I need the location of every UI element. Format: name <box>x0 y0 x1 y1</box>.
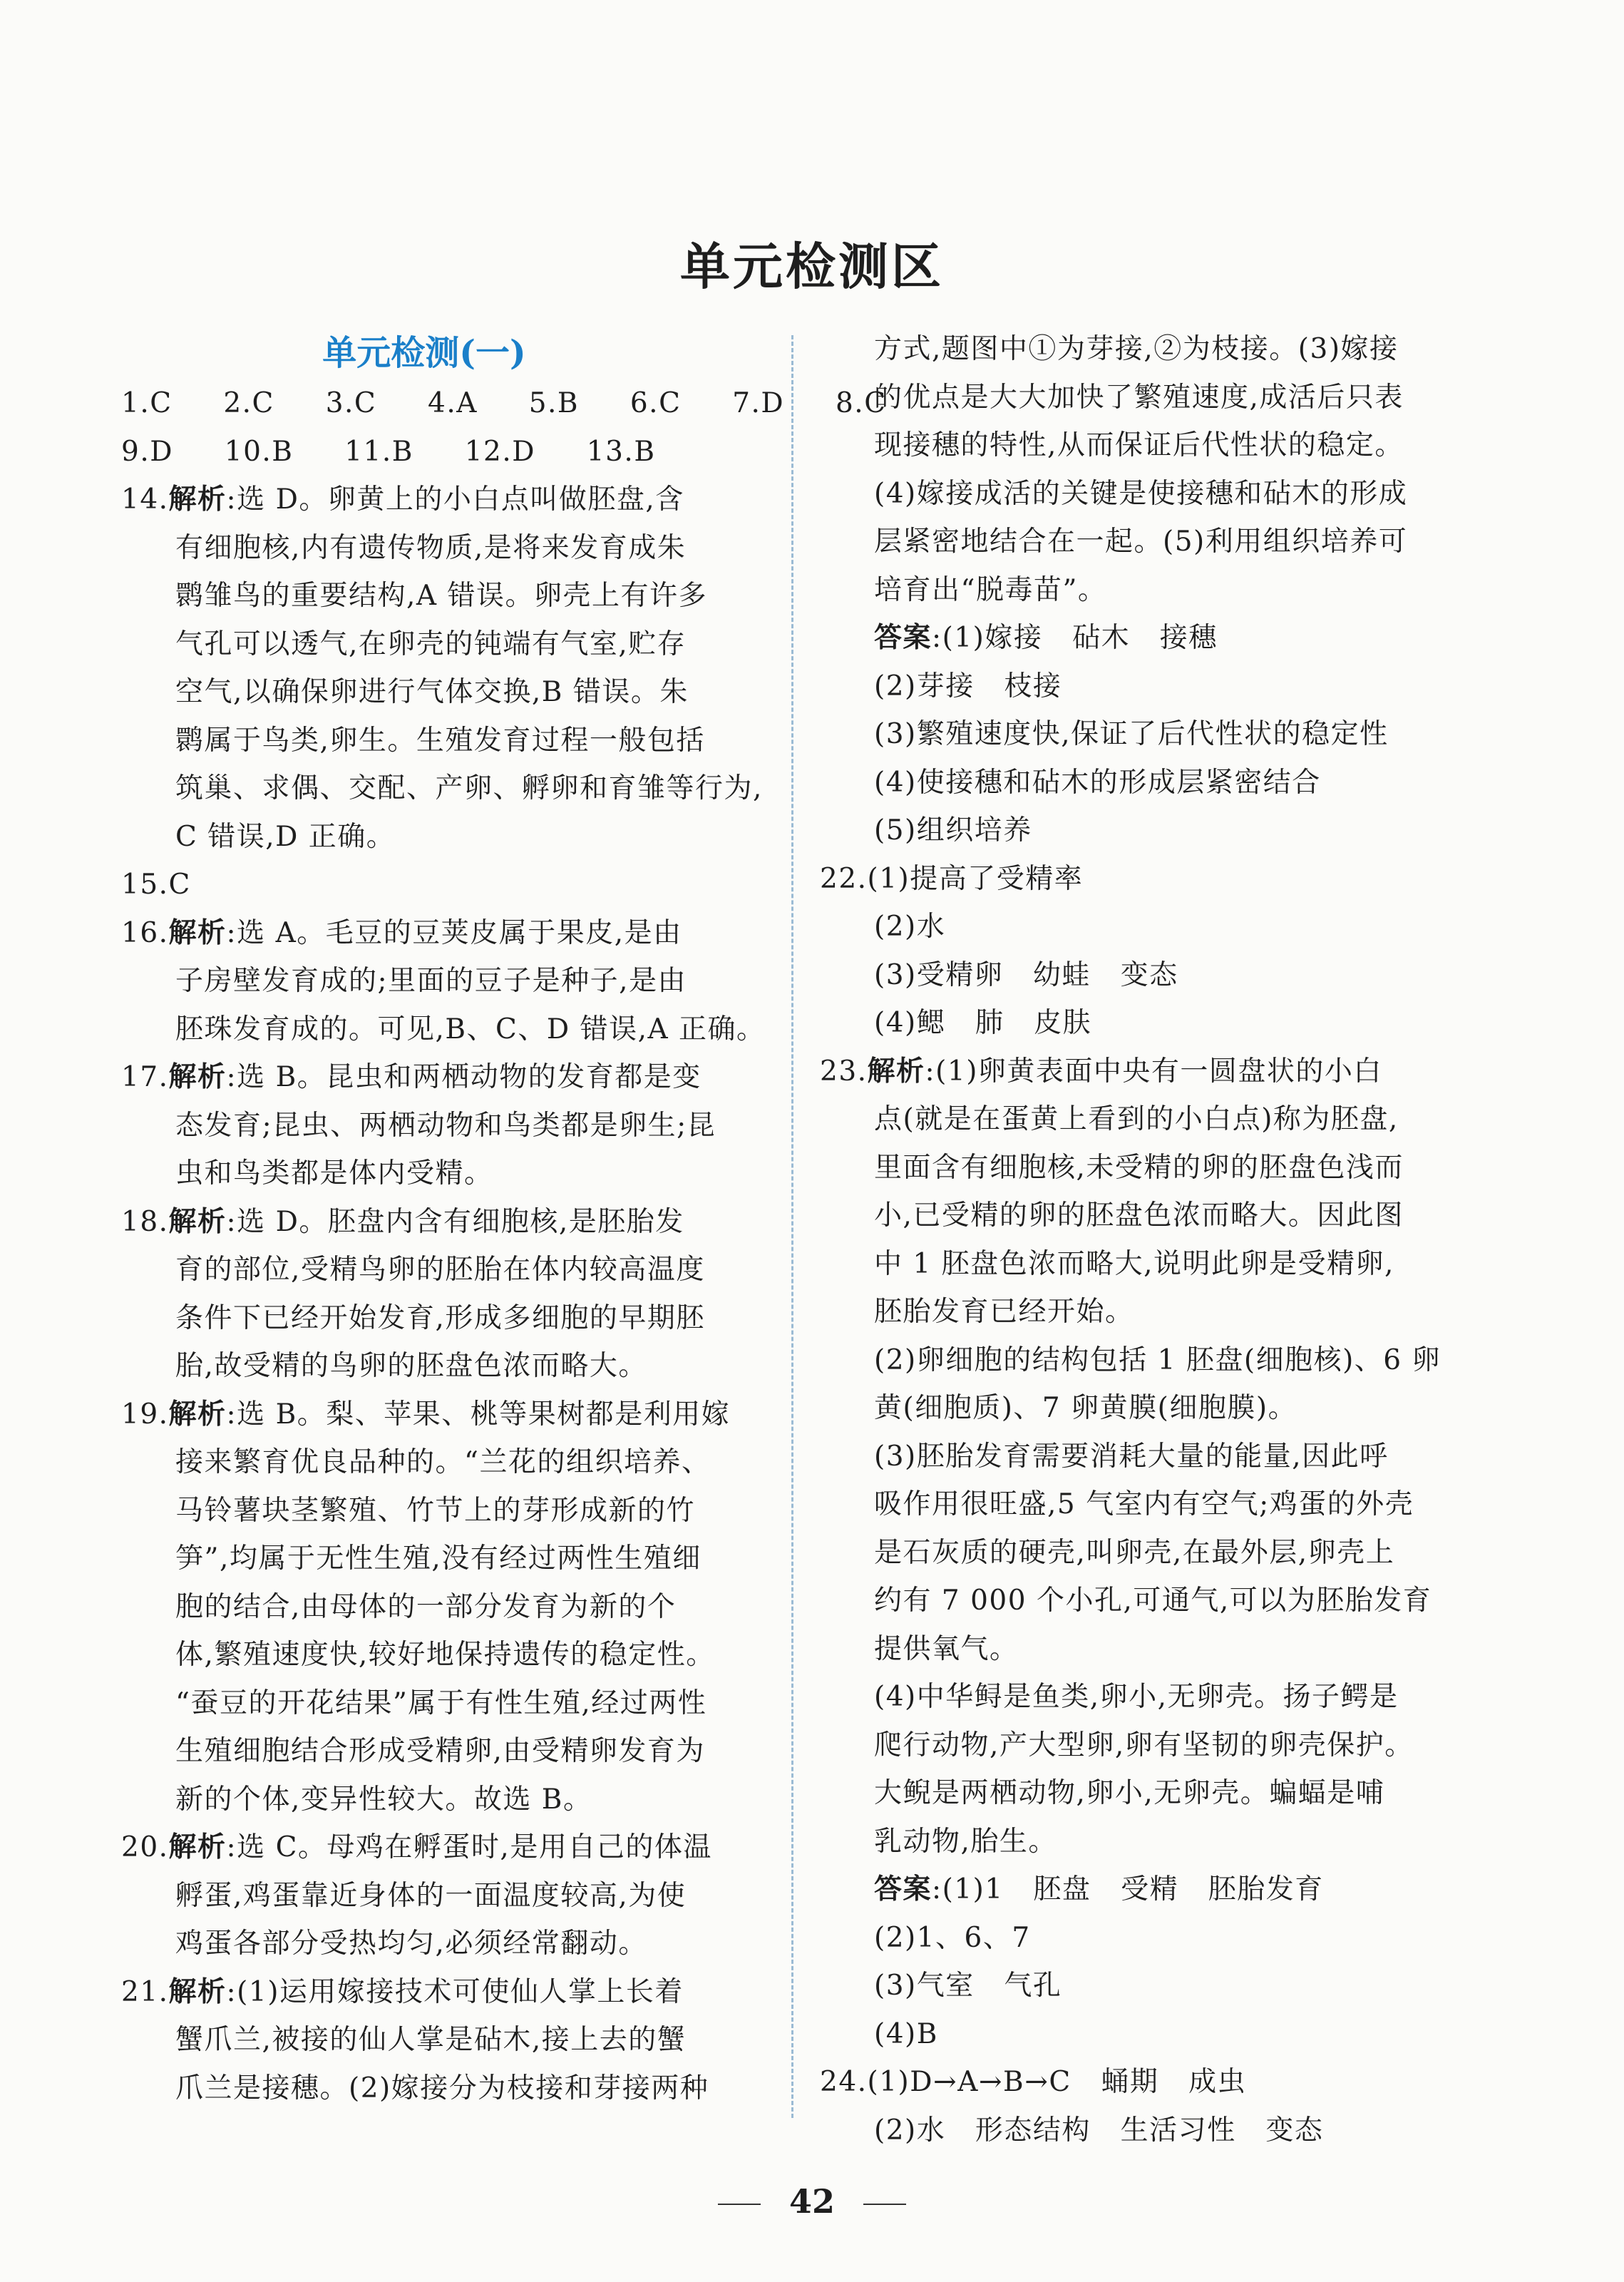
page-number <box>0 2182 1624 2221</box>
text-line: (4)嫁接成活的关键是使接穗和砧木的形成 <box>874 477 1408 510</box>
text-line: 大鲵是两栖动物,卵小,无卵壳。蝙蝠是哺 <box>874 1777 1385 1809</box>
text-line: 笋”,均属于无性生殖,没有经过两性生殖细 <box>175 1542 701 1575</box>
text-line: 蟹爪兰,被接的仙人掌是砧木,接上去的蟹 <box>175 2024 687 2056</box>
text-line: 孵蛋,鸡蛋靠近身体的一面温度较高,为使 <box>175 1879 687 1912</box>
text-line: 空气,以确保卵进行气体交换,B 错误。朱 <box>175 676 689 708</box>
left-text-lines <box>121 379 887 2112</box>
text-line: 鹮属于鸟类,卵生。生殖发育过程一般包括 <box>175 724 705 757</box>
text-line: 子房壁发育成的;里面的豆子是种子,是由 <box>175 965 687 997</box>
text-line: 16.解析:选 A。毛豆的豆荚皮属于果皮,是由 <box>121 916 682 949</box>
text-line: 14.解析:选 D。卵黄上的小白点叫做胚盘,含 <box>121 483 684 516</box>
text-line: 吸作用很旺盛,5 气室内有空气;鸡蛋的外壳 <box>874 1488 1414 1520</box>
text-line: 里面含有细胞核,未受精的卵的胚盘色浅而 <box>874 1151 1404 1184</box>
text-line: 气孔可以透气,在卵壳的钝端有气室,贮存 <box>175 628 687 660</box>
text-line: 答案:(1)1 胚盘 受精 胚胎发育 <box>874 1873 1324 1905</box>
page-number-dash-left <box>718 2204 761 2205</box>
text-line: 小,已受精的卵的胚盘色浓而略大。因此图 <box>874 1199 1404 1232</box>
text-line: 体,繁殖速度快,较好地保持遗传的稳定性。 <box>175 1639 715 1671</box>
text-line: (2)1、6、7 <box>874 1921 1031 1954</box>
text-line: (2)卵细胞的结构包括 1 胚盘(细胞核)、6 卵 <box>874 1344 1441 1376</box>
text-line: “蚕豆的开花结果”属于有性生殖,经过两性 <box>175 1687 707 1719</box>
page-title: 单元检测区 <box>680 237 944 296</box>
text-line: (4)使接穗和砧木的形成层紧密结合 <box>874 766 1321 799</box>
text-line: 9.D 10.B 11.B 12.D 13.B <box>121 435 656 468</box>
text-line: 爬行动物,产大型卵,卵有坚韧的卵壳保护。 <box>874 1729 1414 1761</box>
text-line: 中 1 胚盘色浓而略大,说明此卵是受精卵, <box>874 1247 1394 1280</box>
text-line: 胚胎发育已经开始。 <box>874 1296 1134 1328</box>
text-line: 新的个体,变异性较大。故选 B。 <box>175 1783 592 1816</box>
text-line: 接来繁育优良品种的。“兰花的组织培养、 <box>175 1446 711 1478</box>
text-line: 23.解析:(1)卵黄表面中央有一圆盘状的小白 <box>820 1054 1382 1088</box>
text-line: 提供氧气。 <box>874 1632 1019 1665</box>
text-line: 黄(细胞质)、7 卵黄膜(细胞膜)。 <box>874 1392 1297 1424</box>
text-line: 答案:(1)嫁接 砧木 接穗 <box>874 621 1218 654</box>
column-divider <box>791 335 793 2118</box>
page-number-dash-right <box>863 2204 906 2205</box>
text-line: 约有 7 000 个小孔,可通气,可以为胚胎发育 <box>874 1585 1432 1617</box>
text-line: 条件下已经开始发育,形成多细胞的早期胚 <box>175 1301 705 1334</box>
text-line: 现接穗的特性,从而保证后代性状的稳定。 <box>874 429 1404 461</box>
text-line: (2)水 形态结构 生活习性 变态 <box>874 2114 1324 2147</box>
text-line: 鹮雏鸟的重要结构,A 错误。卵壳上有许多 <box>175 580 707 612</box>
right-column <box>820 325 1490 2154</box>
text-line: 17.解析:选 B。昆虫和两栖动物的发育都是变 <box>121 1060 701 1093</box>
text-line: 19.解析:选 B。梨、苹果、桃等果树都是利用嫁 <box>121 1397 731 1431</box>
text-line: (3)气室 气孔 <box>874 1970 1062 2002</box>
text-line: 18.解析:选 D。胚盘内含有细胞核,是胚胎发 <box>121 1204 684 1238</box>
text-line: (2)水 <box>874 911 946 943</box>
text-line: 21.解析:(1)运用嫁接技术可使仙人掌上长着 <box>121 1975 684 2008</box>
text-line: 22.(1)提高了受精率 <box>820 862 1084 895</box>
text-line: (5)组织培养 <box>874 814 1032 846</box>
text-line: 点(就是在蛋黄上看到的小白点)称为胚盘, <box>874 1103 1399 1135</box>
page-number-value: 42 <box>788 2182 835 2221</box>
section-title: 单元检测(一) <box>322 333 526 373</box>
text-line: (2)芽接 枝接 <box>874 670 1062 702</box>
text-line: 胎,故受精的鸟卵的胚盘色浓而略大。 <box>175 1350 647 1382</box>
text-line: 育的部位,受精鸟卵的胚胎在体内较高温度 <box>175 1254 705 1286</box>
text-line: 乳动物,胎生。 <box>874 1825 1057 1858</box>
text-line: 马铃薯块茎繁殖、竹节上的芽形成新的竹 <box>175 1494 696 1527</box>
text-line: 有细胞核,内有遗传物质,是将来发育成朱 <box>175 531 687 564</box>
text-line: 15.C <box>121 869 191 901</box>
text-line: 1.C 2.C 3.C 4.A 5.B 6.C 7.D 8.C <box>121 387 887 419</box>
text-line: 胞的结合,由母体的一部分发育为新的个 <box>175 1590 677 1623</box>
text-line: 培育出“脱毒苗”。 <box>874 573 1107 606</box>
text-line: 胚珠发育成的。可见,B、C、D 错误,A 正确。 <box>175 1013 766 1045</box>
text-line: (4)B <box>874 2017 938 2050</box>
text-line: 的优点是大大加快了繁殖速度,成活后只表 <box>874 381 1404 414</box>
text-line: 虫和鸟类都是体内受精。 <box>175 1157 493 1189</box>
text-line: (3)受精卵 幼蛙 变态 <box>874 958 1178 991</box>
text-line: 是石灰质的硬壳,叫卵壳,在最外层,卵壳上 <box>874 1536 1395 1569</box>
right-text-lines <box>820 325 1490 2154</box>
text-line: 爪兰是接穗。(2)嫁接分为枝接和芽接两种 <box>175 2072 709 2104</box>
text-line: 24.(1)D→A→B→C 蛹期 成虫 <box>820 2066 1247 2098</box>
text-line: 层紧密地结合在一起。(5)利用组织培养可 <box>874 526 1408 558</box>
text-line: (4)中华鲟是鱼类,卵小,无卵壳。扬子鳄是 <box>874 1681 1399 1713</box>
text-line: 生殖细胞结合形成受精卵,由受精卵发育为 <box>175 1735 705 1767</box>
text-line: C 错误,D 正确。 <box>175 820 396 853</box>
text-line: 20.解析:选 C。母鸡在孵蛋时,是用自己的体温 <box>121 1831 712 1863</box>
text-line: (4)鳃 肺 皮肤 <box>874 1007 1092 1039</box>
text-line: 态发育;昆虫、两栖动物和鸟类都是卵生;昆 <box>175 1109 716 1142</box>
text-line: (3)胚胎发育需要消耗大量的能量,因此呼 <box>874 1440 1389 1473</box>
text-line: (3)繁殖速度快,保证了后代性状的稳定性 <box>874 718 1389 750</box>
text-line: 方式,题图中①为芽接,②为枝接。(3)嫁接 <box>874 333 1399 365</box>
left-column <box>121 328 887 2112</box>
text-line: 鸡蛋各部分受热均匀,必须经常翻动。 <box>175 1928 647 1960</box>
text-line: 筑巢、求偶、交配、产卵、孵卵和育雏等行为, <box>175 772 763 804</box>
